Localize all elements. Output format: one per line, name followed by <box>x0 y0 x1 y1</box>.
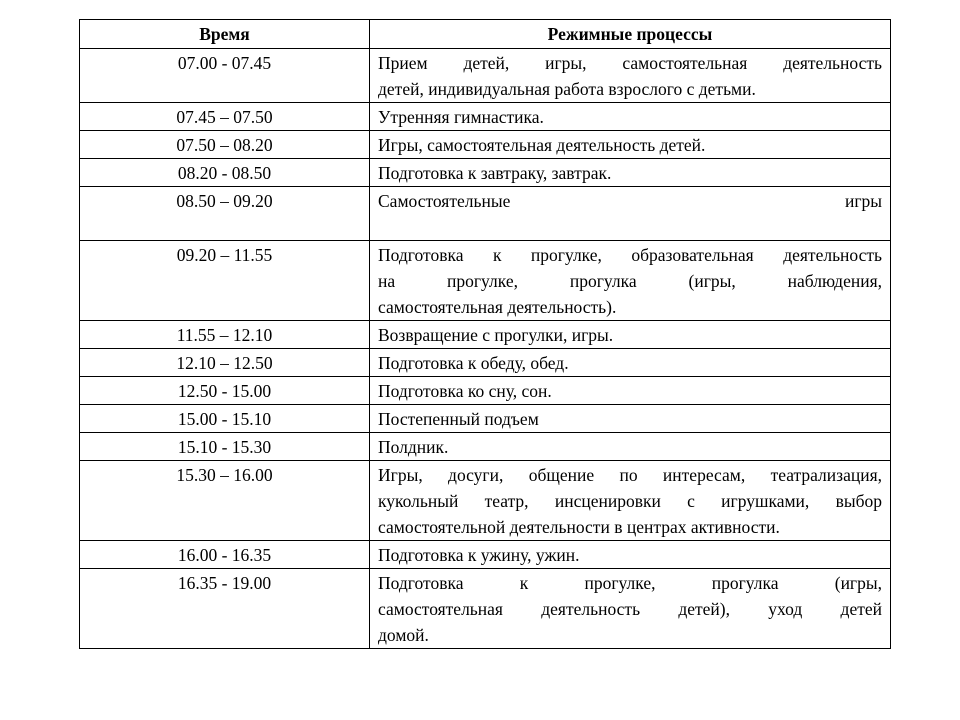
process-cell <box>370 49 891 103</box>
process-text-line: самостоятельная деятельность детей), уход детей <box>378 599 882 619</box>
time-cell: 07.50 – 08.20 <box>80 131 370 159</box>
header-time: Время <box>80 20 370 49</box>
header-row <box>80 20 891 49</box>
table-row <box>80 187 891 241</box>
process-cell <box>370 461 891 541</box>
time-cell: 16.35 - 19.00 <box>80 569 370 649</box>
process-cell <box>370 541 891 569</box>
time-cell: 07.00 - 07.45 <box>80 49 370 103</box>
header-processes: Режимные процессы <box>370 20 891 49</box>
table-row <box>80 49 891 103</box>
time-cell: 15.30 – 16.00 <box>80 461 370 541</box>
process-text-line: кукольный театр, инсценировки с игрушками, выбор <box>378 491 882 511</box>
table-row <box>80 405 891 433</box>
process-text-line: Постепенный подъем <box>378 409 539 429</box>
process-cell <box>370 187 891 241</box>
process-cell <box>370 321 891 349</box>
process-text-line: домой. <box>378 625 429 645</box>
time-cell: 15.00 - 15.10 <box>80 405 370 433</box>
table-row <box>80 131 891 159</box>
process-cell <box>370 103 891 131</box>
process-cell <box>370 349 891 377</box>
table-row <box>80 541 891 569</box>
process-cell <box>370 159 891 187</box>
time-cell: 09.20 – 11.55 <box>80 241 370 321</box>
process-cell <box>370 569 891 649</box>
process-text-line: самостоятельной деятельности в центрах активности. <box>378 517 780 537</box>
process-text-line: Прием детей, игры, самостоятельная деятельность <box>378 53 882 73</box>
process-text-line: Подготовка ко сну, сон. <box>378 381 552 401</box>
process-text-line: Возвращение с прогулки, игры. <box>378 325 614 345</box>
process-text-line: Игры, самостоятельная деятельность детей. <box>378 135 706 155</box>
process-text-line: Самостоятельные игры <box>378 191 882 211</box>
time-cell: 08.50 – 09.20 <box>80 187 370 241</box>
process-cell <box>370 131 891 159</box>
process-text-line: Подготовка к прогулке, образовательная деятельность <box>378 245 882 265</box>
table-row <box>80 103 891 131</box>
schedule-body <box>80 49 891 649</box>
table-row <box>80 377 891 405</box>
table-row <box>80 433 891 461</box>
process-text-line: детей, индивидуальная работа взрослого с детьми. <box>378 79 756 99</box>
process-text-line: Утренняя гимнастика. <box>378 107 544 127</box>
process-text-line <box>378 214 882 240</box>
process-text-line: Подготовка к завтраку, завтрак. <box>378 163 612 183</box>
time-cell: 12.10 – 12.50 <box>80 349 370 377</box>
process-text-line: Полдник. <box>378 437 449 457</box>
process-text-line: Подготовка к ужину, ужин. <box>378 545 580 565</box>
time-cell: 16.00 - 16.35 <box>80 541 370 569</box>
table-row <box>80 349 891 377</box>
schedule-table <box>79 19 891 649</box>
process-text-line: Игры, досуги, общение по интересам, театрализация, <box>378 465 882 485</box>
process-text-line: самостоятельная деятельность). <box>378 297 617 317</box>
table-row <box>80 241 891 321</box>
process-text-line: Подготовка к прогулке, прогулка (игры, <box>378 573 882 593</box>
time-cell: 07.45 – 07.50 <box>80 103 370 131</box>
table-row <box>80 461 891 541</box>
table-row <box>80 321 891 349</box>
table-row <box>80 569 891 649</box>
process-cell <box>370 405 891 433</box>
time-cell: 11.55 – 12.10 <box>80 321 370 349</box>
time-cell: 12.50 - 15.00 <box>80 377 370 405</box>
time-cell: 15.10 - 15.30 <box>80 433 370 461</box>
process-cell <box>370 433 891 461</box>
process-cell <box>370 241 891 321</box>
time-cell: 08.20 - 08.50 <box>80 159 370 187</box>
process-text-line: Подготовка к обеду, обед. <box>378 353 569 373</box>
process-cell <box>370 377 891 405</box>
table-row <box>80 159 891 187</box>
process-text-line: на прогулке, прогулка (игры, наблюдения, <box>378 271 882 291</box>
